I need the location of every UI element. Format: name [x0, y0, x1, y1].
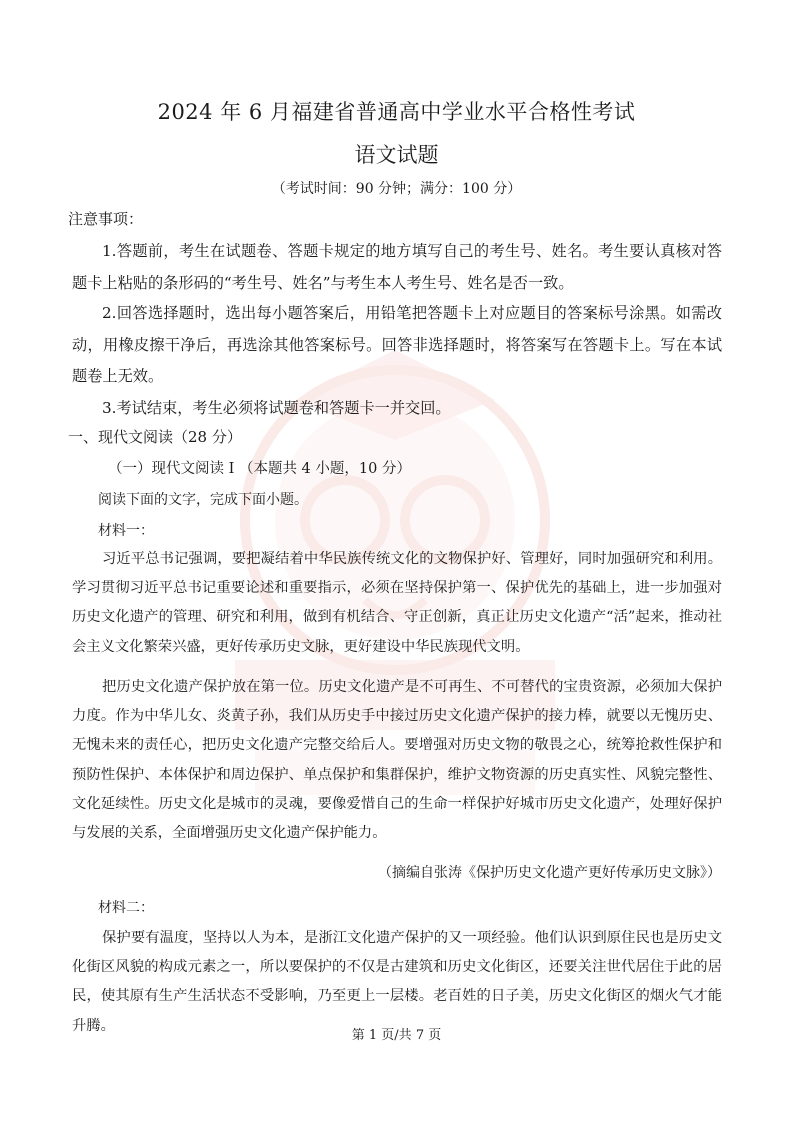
material-1-source: （摘编自张涛《保护历史文化遗产更好传承历史文脉》） [378, 865, 721, 881]
notice-item-3: 3.考试结束，考生必须将试题卷和答题卡一并交回。 [102, 399, 451, 417]
exam-info: （考试时间：90 分钟；满分：100 分） [271, 181, 522, 197]
notice-heading: 注意事项： [68, 210, 144, 228]
page-number: 第 1 页/共 7 页 [351, 1028, 442, 1043]
subject-title: 语文试题 [354, 143, 439, 167]
material-2-paragraph: 保护要有温度，坚持以人为本，是浙江文化遗产保护的又一项经验。他们认识到原住民也是历史文化街区风貌的构成元素之一，所以要保护的不仅是古建筑和历史文化街区，还要关注世代居住于此的居民，使其原有生产生活状态不受影响，乃至更上一层楼。老百姓的日子美，历史文化街区的烟火气才能升腾。 [72, 930, 722, 1034]
section-heading: 一、现代文阅读（28 分） [68, 428, 242, 446]
material-1-paragraph: 习近平总书记强调，要把凝结着中华民族传统文化的文物保护好、管理好，同时加强研究和利用。学习贯彻习近平总书记重要论述和重要指示，必须在坚持保护第一、保护优先的基础上，进一步加强对历史文化遗产的管理、研究和利用，做到有机结合、守正创新，真正让历史文化遗产“活”起来，推动社会主义文化繁荣兴盛，更好传承历史文脉，更好建设中华民族现代文明。 [72, 551, 722, 655]
subsection-heading: （一）现代文阅读 I （本题共 4 小题，10 分） [108, 461, 411, 477]
material-1-label: 材料一： [98, 523, 154, 539]
material-1-paragraph: 把历史文化遗产保护放在第一位。历史文化遗产是不可再生、不可替代的宝贵资源，必须加大保护力度。作为中华儿女、炎黄子孙，我们从历史手中接过历史文化遗产保护的接力棒，就要以无愧历史、无愧未来的责任心，把历史文化遗产完整交给后人。要增强对历史文物的敬畏之心，统筹抢救性保护和预防性保护、本体保护和周边保护、单点保护和集群保护，维护文物资源的历史真实性、风貌完整性、文化延续性。历史文化是城市的灵魂，要像爱惜自己的生命一样保护好城市历史文化遗产，处理好保护与发展的关系，全面增强历史文化遗产保护能力。 [72, 679, 722, 842]
notice-item-1: 1.答题前，考生在试题卷、答题卡规定的地方填写自己的考生号、姓名。考生要认真核对答题卡上粘贴的条形码的“考生号、姓名”与考生本人考生号、姓名是否一致。 [72, 242, 722, 292]
notice-item-2: 2.回答选择题时，选出每小题答案后，用铅笔把答题卡上对应题目的答案标号涂黑。如需改动，用橡皮擦干净后，再选涂其他答案标号。回答非选择题时，将答案写在答题卡上。写在本试题卷上无效。 [72, 304, 722, 385]
reading-instruction: 阅读下面的文字，完成下面小题。 [98, 492, 308, 508]
exam-title: 2024 年 6 月福建省普通高中学业水平合格性考试 [157, 100, 636, 124]
material-2-label: 材料二： [98, 900, 154, 916]
